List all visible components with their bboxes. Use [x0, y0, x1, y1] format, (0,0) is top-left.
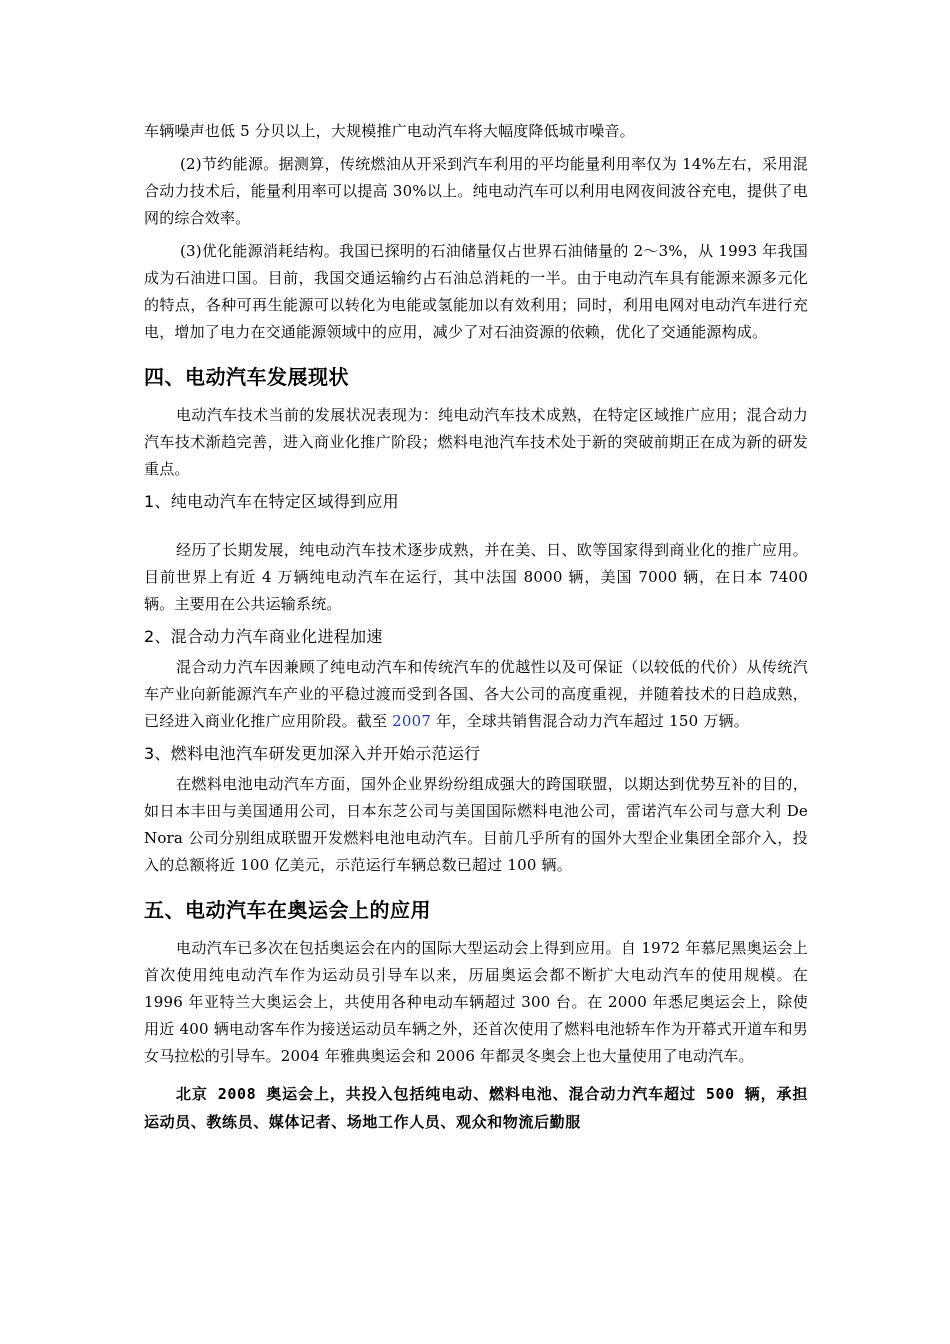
section-5-heading: 五、电动汽车在奥运会上的应用 [144, 898, 431, 922]
paragraph-energy-saving: (2)节约能源。据测算，传统燃油从开采到汽车利用的平均能量利用率仅为 14%左右，采用混合动力技术后，能量利用率可以提高 30%以上。纯电动汽车可以利用电网夜间波谷充电，提供了电网的综合效率。 [144, 155, 808, 227]
section-5-text: 电动汽车已多次在包括奥运会在内的国际大型运动会上得到应用。自 1972 年慕尼黑奥运会上首次使用纯电动汽车作为运动员引导车以来，历届奥运会都不断扩大电动汽车的使用规模。在 1996 年亚特兰大奥运会上，共使用各种电动车辆超过 300 台。在 2000 年悉尼奥运会上，除使用近 400 辆电动客车作为接送运动员车辆之外，还首次使用了燃料电池轿车作为开幕式开道车和男女马拉松的引导车。2004 年雅典奥运会和 2006 年都灵冬奥会上也大量使用了电动汽车。 [144, 939, 808, 1065]
subsection-1-title: 1、纯电动汽车在特定区域得到应用 [144, 492, 399, 511]
document-page [144, 118, 808, 1136]
paragraph-energy-structure: (3)优化能源消耗结构。我国已探明的石油储量仅占世界石油储量的 2～3%，从 1993 年我国成为石油进口国。目前，我国交通运输约占石油总消耗的一半。由于电动汽车具有能源来源多元化的特点，各种可再生能源可以转化为电能或氢能加以有效利用；同时，利用电网对电动汽车进行充电，增加了电力在交通能源领域中的应用，减少了对石油资源的依赖，优化了交通能源构成。 [144, 242, 808, 341]
subsection-2-title: 2、混合动力汽车商业化进程加速 [144, 627, 383, 646]
subsection-1-text: 经历了长期发展，纯电动汽车技术逐步成熟，并在美、日、欧等国家得到商业化的推广应用。目前世界上有近 4 万辆纯电动汽车在运行，其中法国 8000 辆，美国 7000 辆，在日本 7400 辆。主要用在公共运输系统。 [144, 541, 808, 613]
subsection-3-text: 在燃料电池电动汽车方面，国外企业界纷纷组成强大的跨国联盟，以期达到优势互补的目的，如日本丰田与美国通用公司，日本东芝公司与美国国际燃料电池公司，雷诺汽车公司与意大利 De Nora 公司分别组成联盟开发燃料电池电动汽车。目前几乎所有的国外大型企业集团全部介入，投入的总额将近 100 亿美元，示范运行车辆总数已超过 100 辆。 [144, 775, 808, 874]
subsection-2-text [144, 654, 808, 735]
subsection-3-title: 3、燃料电池汽车研发更加深入并开始示范运行 [144, 744, 481, 763]
year-link[interactable]: 2007 [392, 712, 432, 730]
section-5-bold-text: 北京 2008 奥运会上，共投入包括纯电动、燃料电池、混合动力汽车超过 500 辆，承担运动员、教练员、媒体记者、场地工作人员、观众和物流后勤服 [144, 1085, 808, 1131]
section-4-heading: 四、电动汽车发展现状 [144, 365, 349, 389]
subsection-2-text-before: 混合动力汽车因兼顾了纯电动汽车和传统汽车的优越性以及可保证（以较低的代价）从传统汽车产业向新能源汽车产业的平稳过渡而受到各国、各大公司的高度重视，并随着技术的日趋成熟，已经进入商业化推广应用阶段。截至 [144, 658, 808, 730]
paragraph-noise: 车辆噪声也低 5 分贝以上，大规模推广电动汽车将大幅度降低城市噪音。 [144, 122, 635, 140]
spacer [144, 519, 808, 537]
section-4-intro: 电动汽车技术当前的发展状况表现为：纯电动汽车技术成熟，在特定区域推广应用；混合动力汽车技术渐趋完善，进入商业化推广阶段；燃料电池汽车技术处于新的突破前期正在成为新的研发重点。 [144, 406, 808, 478]
subsection-2-text-after: 年，全球共销售混合动力汽车超过 150 万辆。 [431, 712, 749, 730]
